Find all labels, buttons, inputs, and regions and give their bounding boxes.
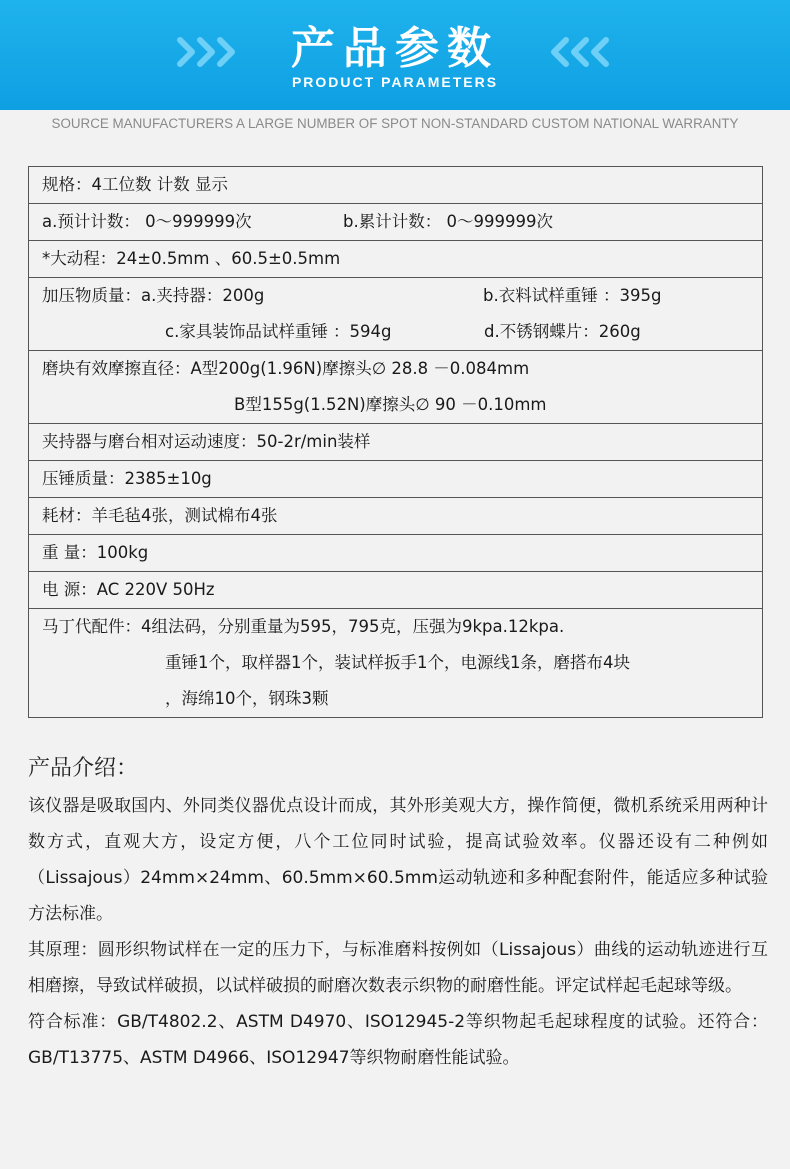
- tagline: SOURCE MANUFACTURERS A LARGE NUMBER OF SPOT NON-STANDARD CUSTOM NATIONAL WARRANTY: [51, 116, 739, 131]
- param-row-mass: [29, 277, 762, 350]
- param-row-consumables: [29, 497, 762, 534]
- param-row-count: [29, 203, 762, 240]
- param-mass-c: c.家具装饰品试样重锤 ：594g: [165, 322, 392, 341]
- param-count-a: a.预计计数： 0～999999次: [42, 212, 252, 231]
- chevrons-left-icon: [546, 32, 612, 72]
- product-intro: [28, 750, 768, 1076]
- param-row-weight: [29, 534, 762, 571]
- param-row-spec: [29, 167, 762, 203]
- param-mass-a: 加压物质量：a.夹持器：200g: [42, 286, 265, 305]
- param-spec: 规格：4工位数 计数 显示: [42, 175, 228, 194]
- param-diameter-b: B型155g(1.52N)摩擦头∅ 90 －0.10mm: [234, 395, 547, 414]
- param-mass-b: b.衣料试样重锤 ：395g: [483, 286, 662, 305]
- param-count-b: b.累计计数： 0～999999次: [343, 212, 553, 231]
- param-stroke: *大动程：24±0.5mm 、60.5±0.5mm: [42, 249, 341, 268]
- parameters-table: [28, 166, 763, 718]
- param-row-hammer: [29, 460, 762, 497]
- param-accessories-3: ，海绵10个，钢珠3颗: [165, 689, 329, 708]
- param-weight: 重 量：100kg: [42, 543, 149, 562]
- intro-heading: 产品介绍：: [28, 756, 139, 781]
- intro-paragraph-standards: 符合标准：GB/T4802.2、ASTM D4970、ISO12945-2等织物起毛起球程度的试验。还符合：GB/T13775、ASTM D4966、ISO12947等织物耐磨性能试验。: [28, 1012, 768, 1068]
- param-mass-d: d.不锈钢蝶片：260g: [484, 322, 641, 341]
- intro-paragraph-description: 该仪器是吸取国内、外同类仪器优点设计而成，其外形美观大方，操作简便，微机系统采用两种计数方式，直观大方，设定方便，八个工位同时试验，提高试验效率。仪器还设有二种例如（Lissajous）24mm×24mm、60.5mm×60.5mm运动轨迹和多种配套附件，能适应多种试验方法标准。: [28, 796, 768, 924]
- param-diameter-a: 磨块有效摩擦直径：A型200g(1.96N)摩擦头∅ 28.8 －0.084mm: [42, 359, 530, 378]
- param-hammer: 压锤质量：2385±10g: [42, 469, 212, 488]
- param-row-diameter: [29, 350, 762, 423]
- param-accessories-1: 马丁代配件：4组法码，分别重量为595，795克，压强为9kpa.12kpa.: [42, 617, 565, 636]
- param-row-speed: [29, 423, 762, 460]
- param-accessories-2: 重锤1个，取样器1个，装试样扳手1个，电源线1条，磨搭布4块: [165, 653, 630, 672]
- page-title: 产品参数: [291, 23, 499, 74]
- intro-paragraph-principle: 其原理：圆形织物试样在一定的压力下，与标准磨料按例如（Lissajous）曲线的运动轨迹进行互相磨擦，导致试样破损，以试样破损的耐磨次数表示织物的耐磨性能。评定试样起毛起球等级。: [28, 940, 768, 996]
- page-subtitle: PRODUCT PARAMETERS: [291, 74, 499, 90]
- param-row-power: [29, 571, 762, 608]
- param-power: 电 源：AC 220V 50Hz: [42, 580, 215, 599]
- header-banner: [0, 0, 790, 110]
- param-consumables: 耗材：羊毛毡4张，测试棉布4张: [42, 506, 278, 525]
- param-speed: 夹持器与磨台相对运动速度：50-2r/min装样: [42, 432, 371, 451]
- param-row-stroke: [29, 240, 762, 277]
- param-row-accessories: [29, 608, 762, 717]
